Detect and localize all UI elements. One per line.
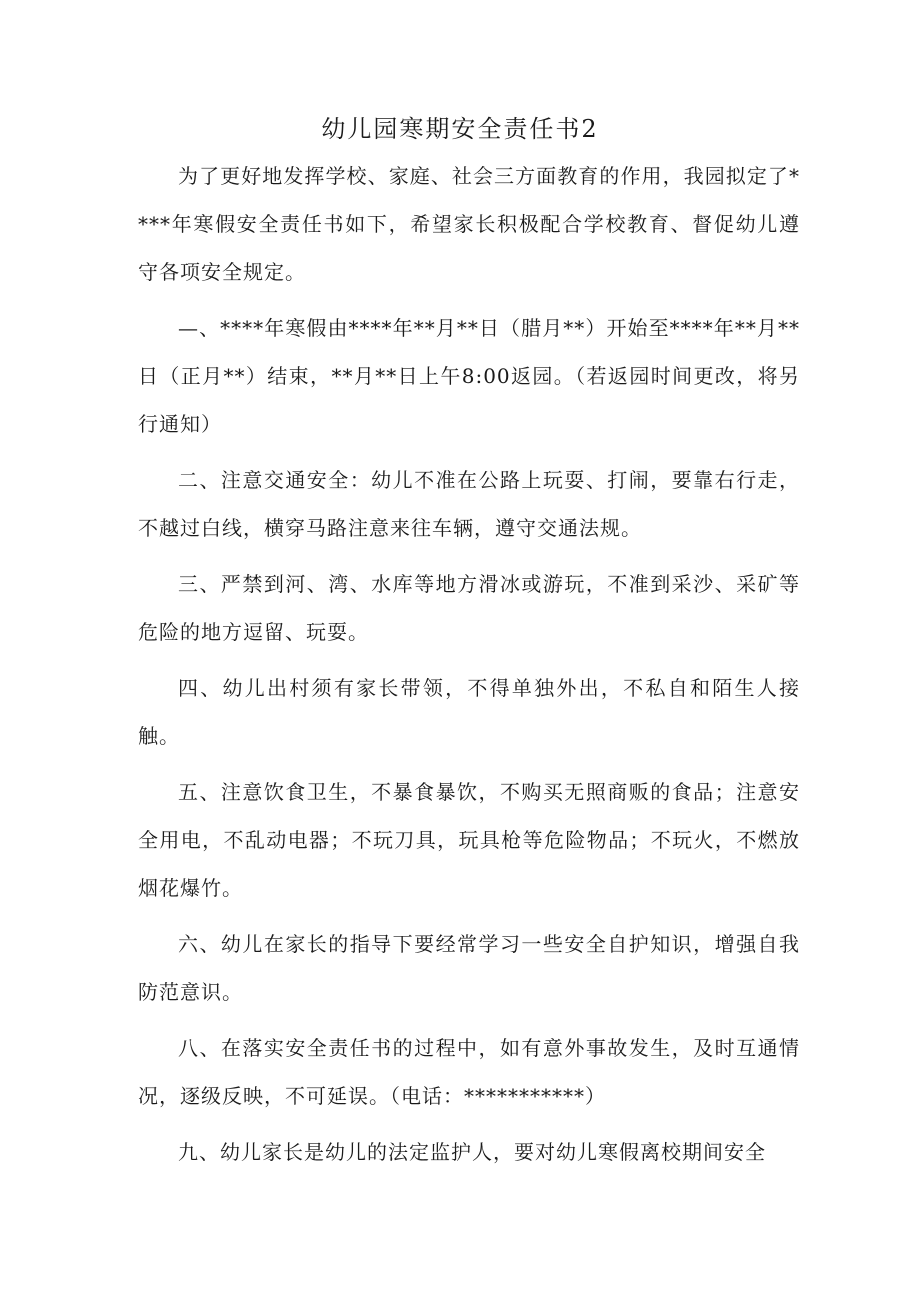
- paragraph-item-5-hygiene: 五、注意饮食卫生，不暴食暴饮，不购买无照商贩的食品；注意安全用电，不乱动电器；不玩刀具，玩具枪等危险物品；不玩火，不燃放烟花爆竹。: [138, 780, 800, 900]
- paragraph-item-4-outing: 四、幼儿出村须有家长带领，不得单独外出，不私自和陌生人接触。: [138, 676, 800, 748]
- paragraph-item-6-knowledge: 六、幼儿在家长的指导下要经常学习一些安全自护知识，增强自我防范意识。: [138, 932, 800, 1004]
- paragraph-item-3-water: 三、严禁到河、湾、水库等地方滑冰或游玩，不准到采沙、采矿等危险的地方逗留、玩耍。: [138, 572, 800, 644]
- paragraph-item-8-accident: 八、在落实安全责任书的过程中，如有意外事故发生，及时互通情况，逐级反映，不可延误。（电话：***********）: [138, 1036, 800, 1108]
- paragraph-intro: 为了更好地发挥学校、家庭、社会三方面教育的作用，我园拟定了****年寒假安全责任书如下，希望家长积极配合学校教育、督促幼儿遵守各项安全规定。: [138, 164, 800, 284]
- paragraph-item-2-traffic: 二、注意交通安全：幼儿不准在公路上玩耍、打闹，要靠右行走，不越过白线，横穿马路注意来往车辆，遵守交通法规。: [138, 468, 800, 540]
- paragraph-item-1-schedule: —、****年寒假由****年**月**日（腊月**）开始至****年**月**日（正月**）结束，**月**日上午8:00返园。（若返园时间更改，将另行通知）: [138, 316, 800, 436]
- document-body: [138, 152, 800, 1184]
- document-title: 幼儿园寒期安全责任书2: [321, 115, 599, 143]
- paragraph-item-9-guardian: 九、幼儿家长是幼儿的法定监护人，要对幼儿寒假离校期间安全: [178, 1140, 766, 1164]
